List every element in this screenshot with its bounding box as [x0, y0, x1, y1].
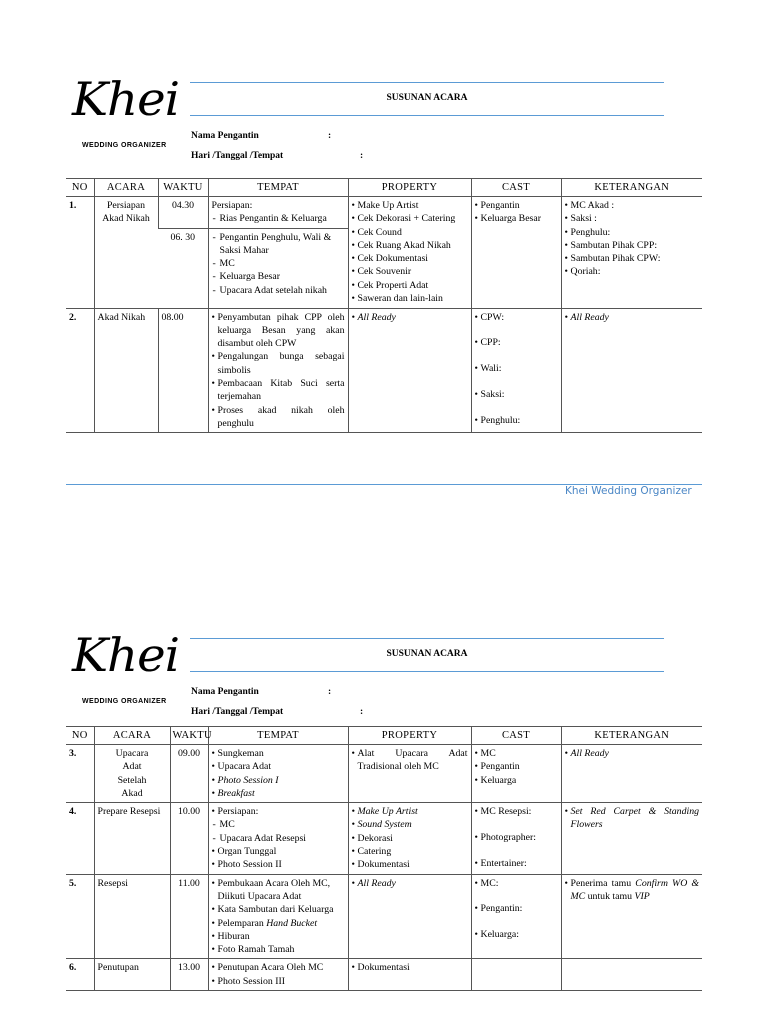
list-item: • CPP:: [475, 336, 558, 349]
list-item: • Catering: [352, 845, 468, 858]
list-item: • Keluarga:: [475, 928, 558, 941]
list-item: - Keluarga Besar: [212, 270, 345, 283]
list-item: • Pembukaan Acara Oleh MC, Diikuti Upacara Adat: [212, 877, 345, 904]
row-keterangan: [561, 308, 702, 433]
khei-logo: [70, 628, 185, 708]
list-item: • Qoriah:: [565, 265, 700, 278]
list-item-text: Persiapan:: [217, 806, 259, 818]
header-keterangan: KETERANGAN: [561, 179, 702, 197]
list-item: Persiapan:: [211, 200, 253, 211]
row-no: 4.: [66, 803, 94, 874]
nama-pengantin-colon: :: [328, 687, 332, 697]
list-item: • MC Resepsi:: [475, 805, 558, 818]
row-waktu: 10.00: [170, 803, 208, 874]
list-item: • Kata Sambutan dari Keluarga: [212, 903, 345, 916]
table-row: [66, 874, 702, 959]
header-property: PROPERTY: [348, 179, 471, 197]
list-item: • Penghulu:: [565, 226, 700, 239]
header-acara: ACARA: [94, 727, 170, 745]
list-item: • Photo Session III: [212, 975, 345, 988]
list-item: • Photo Session II: [212, 858, 345, 871]
row-waktu: 04.30: [158, 197, 208, 229]
header-property: PROPERTY: [348, 727, 471, 745]
schedule-table-2: [66, 726, 702, 991]
row-cast: [471, 959, 561, 991]
row-property: [348, 803, 471, 874]
list-item: • Pengantin: [475, 760, 558, 773]
header-waktu: WAKTU: [170, 727, 208, 745]
row-acara: Prepare Resepsi: [94, 803, 170, 874]
list-item-text: Confirm WO & MC: [570, 877, 699, 902]
row-waktu: 06. 30: [158, 228, 208, 308]
divider-line: [190, 638, 664, 639]
row-cast: [471, 874, 561, 959]
list-item: - Rias Pengantin & Keluarga: [212, 212, 345, 225]
list-item: • All Ready: [352, 311, 468, 324]
row-tempat: [208, 959, 348, 991]
logo-subtext: WEDDING ORGANIZER: [82, 142, 167, 149]
list-item: • Make Up Artist: [352, 805, 468, 818]
list-item: • All Ready: [565, 747, 700, 760]
list-item: • Keluarga: [475, 774, 558, 787]
row-keterangan: [561, 745, 702, 803]
nama-pengantin-label: Nama Pengantin: [191, 687, 259, 697]
row-acara: Akad Nikah: [94, 308, 158, 433]
list-item: - MC: [212, 257, 345, 270]
header-cast: CAST: [471, 727, 561, 745]
list-item: • Upacara Adat: [212, 760, 345, 773]
list-item: • CPW:: [475, 311, 558, 324]
list-item: • Cek Souvenir: [352, 265, 468, 278]
row-tempat: [208, 745, 348, 803]
list-item: • Pengantin:: [475, 902, 558, 915]
list-item: • All Ready: [352, 877, 468, 890]
list-item: • Photographer:: [475, 831, 558, 844]
list-item: • Dekorasi: [352, 832, 468, 845]
row-cast: [471, 803, 561, 874]
row-waktu: 08.00: [158, 308, 208, 433]
logo-subtext: WEDDING ORGANIZER: [82, 698, 167, 705]
list-item: • Foto Ramah Tamah: [212, 943, 345, 956]
list-item: • Photo Session I: [212, 774, 345, 787]
row-keterangan: [561, 197, 702, 309]
row-waktu: 13.00: [170, 959, 208, 991]
row-cast: [471, 197, 561, 309]
row-property: [348, 308, 471, 433]
list-item: • MC: [475, 747, 558, 760]
row-property: [348, 745, 471, 803]
row-no: 1.: [66, 197, 94, 309]
header-keterangan: KETERANGAN: [561, 727, 702, 745]
row-acara: Penutupan: [94, 959, 170, 991]
table-row: [66, 308, 702, 433]
row-no: 2.: [66, 308, 94, 433]
row-waktu: 11.00: [170, 874, 208, 959]
row-cast: [471, 745, 561, 803]
list-item: • Alat Upacara Adat Tradisional oleh MC: [352, 747, 468, 774]
list-item: [212, 917, 345, 930]
header-acara: ACARA: [94, 179, 158, 197]
list-item: • Dokumentasi: [352, 961, 468, 974]
list-item: • Dokumentasi: [352, 858, 468, 871]
row-no: 3.: [66, 745, 94, 803]
row-tempat: [208, 197, 348, 229]
list-item: • Hiburan: [212, 930, 345, 943]
list-item: • All Ready: [565, 311, 700, 324]
acara-text: Upacara Adat Setelah Akad: [115, 748, 149, 799]
row-keterangan: [561, 874, 702, 959]
list-item: • Cek Dekorasi + Catering: [352, 212, 468, 225]
list-item: • Saksi :: [565, 212, 700, 225]
list-item: [565, 877, 700, 904]
list-item: • Pengalungan bunga sebagai simbolis: [212, 350, 345, 377]
row-cast: [471, 308, 561, 433]
list-item: • Pembacaan Kitab Suci serta terjemahan: [212, 377, 345, 404]
list-item: • Sambutan Pihak CPW:: [565, 252, 700, 265]
list-item-text: Pelemparan: [217, 917, 267, 929]
row-acara: [94, 745, 170, 803]
list-item: • Pengantin: [475, 199, 558, 212]
hari-tanggal-label: Hari /Tanggal /Tempat: [191, 707, 284, 717]
list-item: • Proses akad nikah oleh penghulu: [212, 404, 345, 431]
row-property: [348, 197, 471, 309]
list-item: • Cek Cound: [352, 226, 468, 239]
row-keterangan: [561, 959, 702, 991]
list-item: • Saweran dan lain-lain: [352, 292, 468, 305]
list-item: • MC Akad :: [565, 199, 700, 212]
header-no: NO: [66, 727, 94, 745]
row-tempat: [208, 874, 348, 959]
list-item: • Cek Dokumentasi: [352, 252, 468, 265]
row-waktu: 09.00: [170, 745, 208, 803]
row-property: [348, 874, 471, 959]
list-item: • MC:: [475, 877, 558, 890]
header-waktu: WAKTU: [158, 179, 208, 197]
schedule-table-1: [66, 178, 702, 433]
row-no: 6.: [66, 959, 94, 991]
row-acara: Resepsi: [94, 874, 170, 959]
list-item: • Penyambutan pihak CPP oleh keluarga Besan yang akan disambut oleh CPW: [212, 311, 345, 351]
list-item: • Sungkeman: [212, 747, 345, 760]
table-row: [66, 745, 702, 803]
khei-logo: [70, 72, 185, 152]
row-property: [348, 959, 471, 991]
hari-tanggal-colon: :: [360, 707, 364, 717]
list-item: • Entertainer:: [475, 857, 558, 870]
list-item: [212, 805, 345, 845]
list-item: • Penutupan Acara Oleh MC: [212, 961, 345, 974]
list-item: - MC: [212, 818, 345, 831]
divider-line: [190, 671, 664, 672]
list-item: - Upacara Adat Resepsi: [212, 832, 345, 845]
divider-line: [190, 115, 664, 116]
list-item: • Make Up Artist: [352, 199, 468, 212]
list-item: • Penghulu:: [475, 414, 558, 427]
list-item: • Cek Ruang Akad Nikah: [352, 239, 468, 252]
divider-line: [190, 82, 664, 83]
page-title: SUSUNAN ACARA: [386, 93, 468, 103]
row-tempat: [208, 228, 348, 308]
list-item-text: VIP: [634, 890, 650, 902]
row-acara: Persiapan Akad Nikah: [94, 197, 158, 309]
list-item: • Saksi:: [475, 388, 558, 401]
list-item-text: untuk tamu: [585, 890, 635, 902]
list-item-text: Penerima tamu: [570, 877, 636, 889]
list-item-text: Hand Bucket: [266, 917, 318, 929]
header-no: NO: [66, 179, 94, 197]
table-row: [66, 197, 702, 229]
table-row: [66, 803, 702, 874]
nama-pengantin-colon: :: [328, 131, 332, 141]
list-item: • Keluarga Besar: [475, 212, 558, 225]
logo-script-text: Khei: [72, 72, 180, 126]
row-tempat: [208, 308, 348, 433]
list-item: - Pengantin Penghulu, Wali & Saksi Mahar: [212, 231, 345, 258]
list-item: • Sound System: [352, 818, 468, 831]
row-tempat: [208, 803, 348, 874]
header-tempat: TEMPAT: [208, 727, 348, 745]
list-item: • Set Red Carpet & Standing Flowers: [565, 805, 700, 832]
list-item: • Breakfast: [212, 787, 345, 800]
header-cast: CAST: [471, 179, 561, 197]
row-no: 5.: [66, 874, 94, 959]
hari-tanggal-label: Hari /Tanggal /Tempat: [191, 151, 284, 161]
list-item: • Wali:: [475, 362, 558, 375]
row-keterangan: [561, 803, 702, 874]
nama-pengantin-label: Nama Pengantin: [191, 131, 259, 141]
list-item: • Organ Tunggal: [212, 845, 345, 858]
page-title: SUSUNAN ACARA: [386, 649, 468, 659]
header-tempat: TEMPAT: [208, 179, 348, 197]
list-item: - Upacara Adat setelah nikah: [212, 284, 345, 297]
hari-tanggal-colon: :: [360, 151, 364, 161]
list-item: • Sambutan Pihak CPP:: [565, 239, 700, 252]
list-item: • Cek Properti Adat: [352, 279, 468, 292]
footer-text: Khei Wedding Organizer: [565, 485, 692, 497]
table-row: [66, 959, 702, 991]
logo-script-text: Khei: [72, 628, 180, 682]
